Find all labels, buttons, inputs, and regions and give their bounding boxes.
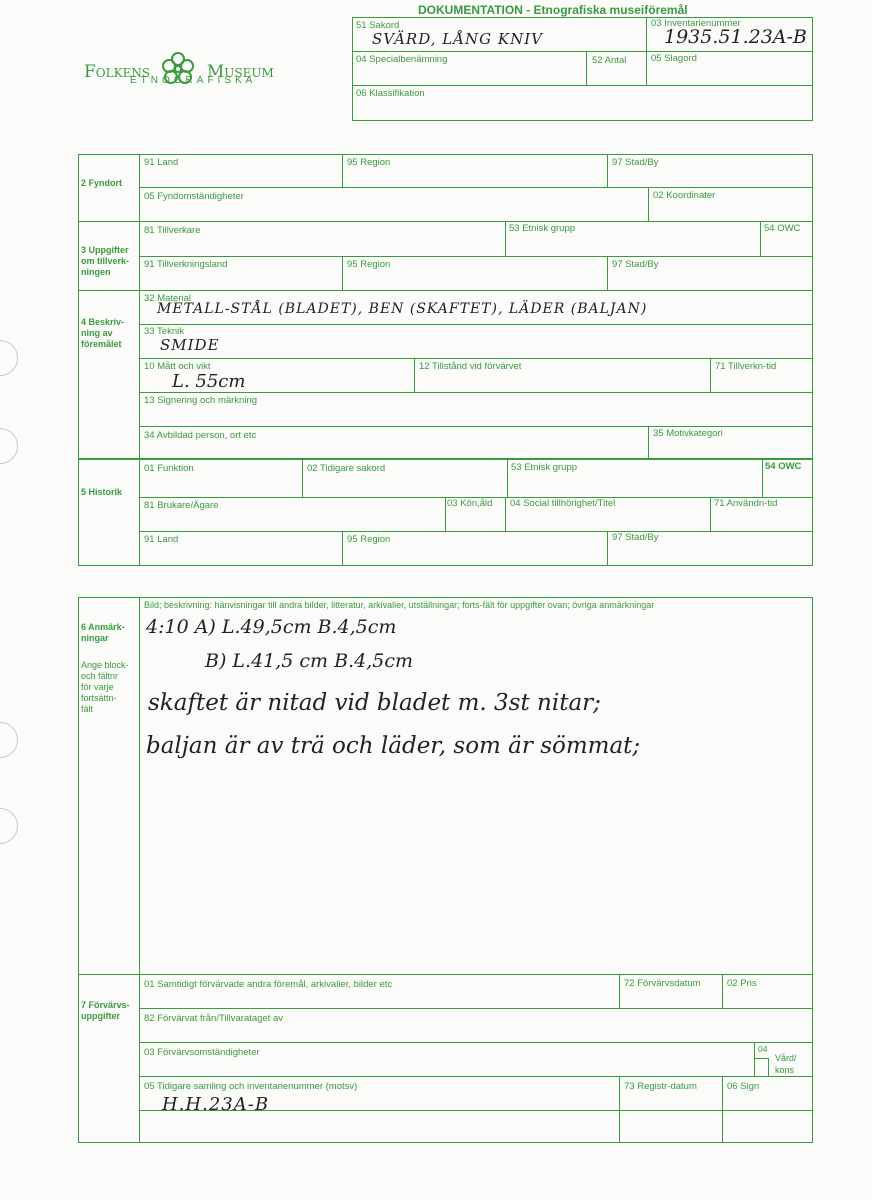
document-title: DOKUMENTATION - Etnografiska museiföremål	[418, 3, 688, 17]
punch-hole	[0, 722, 18, 758]
anmarkning-line-3[interactable]: skaftet är nitad vid bladet m. 3st nitar;	[148, 690, 601, 716]
label-tillverkningsland: 91 Tillverkningsland	[144, 259, 228, 270]
label-tillverkn-tid: 71 Tillverkn-tid	[715, 361, 777, 372]
material-value[interactable]: METALL-STÅL (BLADET), BEN (SKAFTET), LÄDER (BALJAN)	[157, 301, 648, 317]
tidigare-samling-value[interactable]: H.H.23A-B	[162, 1094, 270, 1115]
label-funktion: 01 Funktion	[144, 463, 194, 474]
label-forvarvat-fran: 82 Förvärvat från/Tillvarataget av	[144, 1013, 284, 1024]
anmarkning-line-4[interactable]: baljan är av trä och läder, som är sömmat;	[146, 733, 641, 759]
label-tidigare-sakord: 02 Tidigare sakord	[307, 463, 386, 474]
section-beskrivning: 4 Beskriv- ning av föremålet	[81, 317, 125, 349]
label-stad: 97 Stad/By	[612, 259, 659, 270]
label-fyndomstandigheter: 05 Fyndomständigheter	[144, 191, 244, 202]
teknik-value[interactable]: SMIDE	[160, 336, 220, 354]
label-sign: 06 Sign	[727, 1081, 760, 1092]
label-owc: 54 OWC	[764, 223, 801, 234]
label-registr-datum: 73 Registr-datum	[624, 1081, 697, 1092]
anmarkning-line-1[interactable]: 4:10 A) L.49,5cm B.4,5cm	[146, 616, 397, 638]
section-fyndort: 2 Fyndort	[81, 178, 123, 188]
label-kon-alder: 03 Kön,åld	[447, 498, 493, 509]
label-specialbenamning: 04 Specialbenämning	[356, 54, 448, 65]
label-avbildad: 34 Avbildad person, ort etc	[144, 430, 257, 441]
label-land: 91 Land	[144, 534, 179, 545]
label-sakord: 51 Sakord	[356, 20, 400, 31]
label-vard: Vård/	[775, 1053, 797, 1063]
label-koordinater: 02 Koordinater	[653, 190, 716, 201]
matt-value[interactable]: L. 55cm	[172, 371, 246, 392]
label-inventarienummer: 03 Inventarienummer	[651, 18, 741, 29]
label-brukare: 81 Brukare/Ägare	[144, 500, 219, 511]
label-land: 91 Land	[144, 157, 179, 168]
label-motivkategori: 35 Motivkategori	[653, 428, 723, 439]
label-forvarvsomstandigheter: 03 Förvärvsomständigheter	[144, 1047, 260, 1058]
label-antal: 52 Antal	[592, 55, 627, 66]
label-teknik: 33 Teknik	[144, 326, 184, 337]
logo-name: Folkens Museum	[84, 51, 274, 87]
label-slagord: 05 Slagord	[651, 53, 697, 64]
form-block-anmarkningar	[78, 597, 813, 1143]
logo-subtitle: ETNOGRAFISKA	[130, 75, 257, 86]
label-owc: 54 OWC	[765, 461, 802, 472]
label-klassifikation: 06 Klassifikation	[356, 88, 425, 99]
label-vard-number: 04	[758, 1044, 768, 1054]
section-historik: 5 Historik	[81, 487, 123, 497]
label-material: 32 Material	[144, 293, 191, 304]
label-tillstand: 12 Tillstånd vid förvärvet	[419, 361, 522, 372]
section-anmarkningar: 6 Anmärk- ningar	[81, 622, 125, 643]
label-signering: 13 Signering och märkning	[144, 395, 258, 406]
label-stad: 97 Stad/By	[612, 157, 659, 168]
label-samtidigt-forvarvade: 01 Samtidigt förvärvade andra föremål, arkivalier, bilder etc	[144, 979, 393, 990]
anmarkning-line-2[interactable]: B) L.41,5 cm B.4,5cm	[205, 650, 413, 672]
section-anmarkningar-note: Ange block- och fältnr för varje fortsättn- fält	[81, 660, 129, 714]
label-pris: 02 Pris	[727, 978, 757, 989]
label-bild-beskrivning: Bild; beskrivning: hänvisningar till andra bilder, litteratur, arkivalier, utställningar; forts-fält för uppgifter ovan; övriga anmärkningar	[144, 600, 655, 610]
sakord-value[interactable]: SVÄRD, LÅNG KNIV	[372, 30, 544, 48]
label-tidigare-samling: 05 Tidigare samling och inventarienummer (motsv)	[144, 1081, 358, 1092]
label-etnisk-grupp: 53 Etnisk grupp	[509, 223, 576, 234]
label-tillverkare: 81 Tillverkare	[144, 225, 201, 236]
punch-hole	[0, 340, 18, 376]
label-etnisk-grupp: 53 Etnisk grupp	[511, 462, 578, 473]
label-region: 95 Region	[347, 534, 391, 545]
label-matt-och-vikt: 10 Mått och vikt	[144, 361, 211, 372]
label-region: 95 Region	[347, 157, 391, 168]
label-kons: kons	[775, 1065, 795, 1075]
punch-hole	[0, 808, 18, 844]
label-region: 95 Region	[347, 259, 391, 270]
label-anvandn-tid: 71 Användn-tid	[714, 498, 778, 509]
label-social-tillhorighet: 04 Social tillhörighet/Titel	[510, 498, 616, 509]
section-forvarv: 7 Förvärvs- uppgifter	[81, 1000, 130, 1021]
section-tillverkning: 3 Uppgifter om tillverk- ningen	[81, 245, 130, 277]
label-stad: 97 Stad/By	[612, 532, 659, 543]
inventarienummer-value[interactable]: 1935.51.23A-B	[664, 26, 807, 48]
punch-hole	[0, 428, 18, 464]
label-forvarvsdatum: 72 Förvärvsdatum	[624, 978, 701, 989]
